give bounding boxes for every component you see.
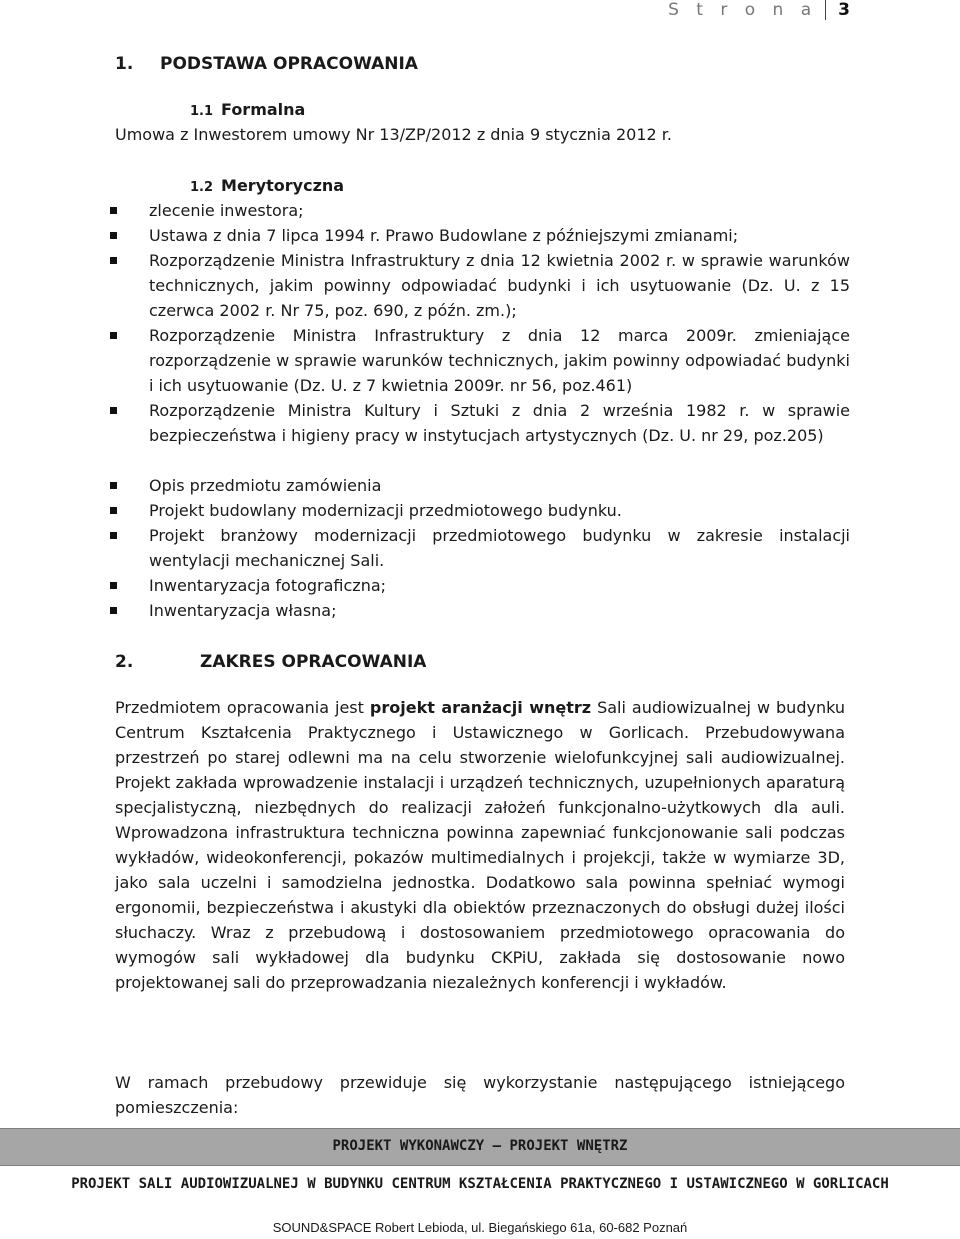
footer-project-title: PROJEKT SALI AUDIOWIZUALNEJ W BUDYNKU CENTRUM KSZTAŁCENIA PRAKTYCZNEGO I USTAWICZNEGO W GORLICACH (71, 1176, 889, 1192)
page-header (668, 0, 850, 20)
list-item (110, 498, 850, 523)
list-item (110, 598, 850, 623)
bullet-icon (110, 582, 117, 589)
section-1-number: 1. (115, 54, 134, 74)
page-number: 3 (825, 0, 850, 20)
bullet-icon (110, 482, 117, 489)
bullet-icon (110, 207, 117, 214)
subsection-1-1-number: 1.1 (190, 104, 214, 119)
bullet-icon (110, 257, 117, 264)
list-item-text: Rozporządzenie Ministra Infrastruktury z dnia 12 kwietnia 2002 r. w sprawie warunków technicznych, jakim powinny odpowiadać budynki i ich usytuowanie (Dz. U. z 15 czerwca 2002 r. Nr 75, poz. 690, z późn. zm.); (149, 251, 850, 320)
formal-basis-text: Umowa z Inwestorem umowy Nr 13/ZP/2012 z dnia 9 stycznia 2012 r. (115, 125, 672, 144)
list-item-text: Ustawa z dnia 7 lipca 1994 r. Prawo Budowlane z późniejszymi zmianami; (149, 226, 739, 245)
list-item (110, 523, 850, 573)
bullet-icon (110, 232, 117, 239)
list-item-text: Rozporządzenie Ministra Kultury i Sztuki z dnia 2 września 1982 r. w sprawie bezpieczeństwa i higieny pracy w instytucjach artystycznych (Dz. U. nr 29, poz.205) (149, 401, 850, 445)
list-item (110, 573, 850, 598)
subsection-1-1-title: Formalna (221, 100, 306, 119)
scope-paragraph (115, 695, 845, 995)
section-1-title: PODSTAWA OPRACOWANIA (160, 54, 418, 74)
footer-bar-title: PROJEKT WYKONAWCZY – PROJEKT WNĘTRZ (332, 1138, 628, 1154)
list-item-text: Opis przedmiotu zamówienia (149, 476, 382, 495)
list-item-text: zlecenie inwestora; (149, 201, 304, 220)
subsection-1-2-title: Merytoryczna (221, 176, 345, 195)
list-item-text: Projekt budowlany modernizacji przedmiotowego budynku. (149, 501, 622, 520)
bullet-icon (110, 407, 117, 414)
scope-emphasis: projekt aranżacji wnętrz (369, 698, 592, 717)
section-1-heading (115, 54, 418, 74)
scope-text-start: Przedmiotem opracowania jest (115, 698, 370, 717)
footer-company: SOUND&SPACE Robert Lebioda, ul. Biegańskiego 61a, 60-682 Poznań (272, 1220, 688, 1235)
section-2-title: ZAKRES OPRACOWANIA (200, 652, 427, 672)
list-item-text: Inwentaryzacja własna; (149, 601, 337, 620)
list-item (110, 223, 850, 248)
section-2-number: 2. (115, 652, 134, 672)
list-item (110, 398, 850, 448)
list-item-text: Inwentaryzacja fotograficzna; (149, 576, 387, 595)
bullet-icon (110, 332, 117, 339)
list-item (110, 323, 850, 398)
list-item (110, 473, 850, 498)
list-item (110, 248, 850, 323)
subsection-1-2-number: 1.2 (190, 180, 214, 195)
list-item-text: Rozporządzenie Ministra Infrastruktury z dnia 12 marca 2009r. zmieniające rozporządzenie w sprawie warunków technicznych, jakim powinny odpowiadać budynki i ich usytuowanie (Dz. U. z 7 kwietnia 2009r. nr 56, poz.461) (149, 326, 850, 395)
scope-text-rest: Sali audiowizualnej w budynku Centrum Kształcenia Praktycznego i Ustawicznego w Gorlicach. Przebudowywana przestrzeń po starej odlewni ma na celu stworzenie wielofunkcyjnej sali audiowizualnej. Projekt zakłada wprowadzenie instalacji i urządzeń technicznych, uzupełnionych aparaturą specjalistyczną, niezbędnych do realizacji założeń funkcjonalno-użytkowych dla auli. Wprowadzona infrastruktura techniczna powinna zapewniać funkcjonowanie sali podczas wykładów, wideokonferencji, pokazów multimedialnych i projekcji, także w wymiarze 3D, jako sala uczelni i samodzielna jednostka. Dodatkowo sala powinna spełniać wymogi ergonomii, bezpieczeństwa i akustyki dla obiektów przeznaczonych do obsługi dużej ilości słuchaczy. Wraz z przebudową i dostosowaniem przedmiotowego opracowania do wymogów sali wykładowej dla budynku CKPiU, zakłada się dostosowanie nowo projektowanej sali do przeprowadzania niezależnych konferencji i wykładów. (115, 698, 845, 992)
room-intro-paragraph: W ramach przebudowy przewiduje się wykorzystanie następującego istniejącego pomieszczenia: (115, 1073, 845, 1117)
list-item (110, 198, 850, 223)
bullet-icon (110, 507, 117, 514)
list-item-text: Projekt branżowy modernizacji przedmiotowego budynku w zakresie instalacji wentylacji mechanicznej Sali. (149, 526, 850, 570)
bullet-icon (110, 532, 117, 539)
subsection-1-2-heading (190, 176, 344, 195)
subsection-1-1-heading (190, 100, 305, 119)
bullet-icon (110, 607, 117, 614)
section-2-heading (115, 652, 426, 672)
page-label: S t r o n a (668, 0, 818, 20)
